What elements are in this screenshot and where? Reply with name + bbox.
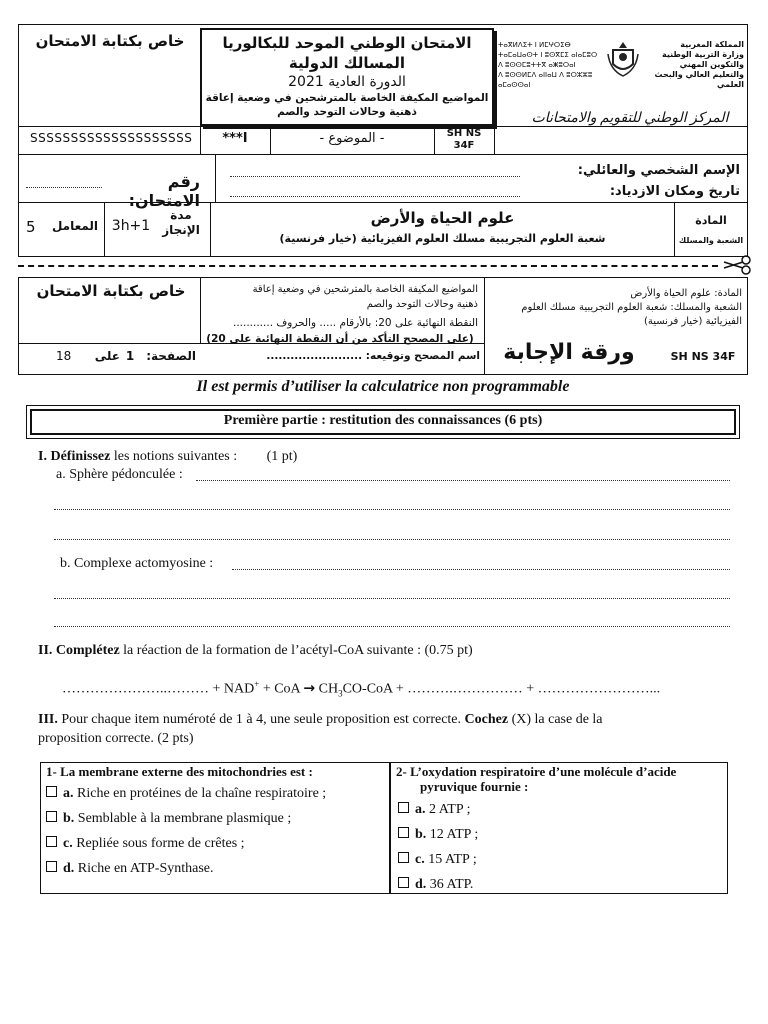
coef-divider bbox=[104, 202, 105, 257]
option-letter: a. bbox=[415, 802, 426, 817]
grade-line: النقطة النهائية على 20: بالأرقام ..... والحروف ............ bbox=[232, 317, 478, 329]
q1-b-answer-line-1[interactable] bbox=[232, 569, 730, 570]
cut-line bbox=[18, 265, 718, 267]
checkbox-icon[interactable] bbox=[46, 811, 57, 822]
subject-row-top bbox=[18, 202, 748, 203]
answer-track-1: الشعبة والمسلك: شعبة العلوم التجريبية مسلك العلوم bbox=[521, 302, 742, 313]
ministry-arabic bbox=[638, 40, 744, 90]
q3-verb: Cochez bbox=[464, 712, 509, 727]
exam-tracks: المسالك الدولية bbox=[288, 54, 406, 72]
option-text: Riche en protéines de la chaîne respiratoire ; bbox=[77, 786, 327, 801]
exam-title: الامتحان الوطني الموحد للبكالوريا bbox=[222, 34, 472, 52]
checkbox-icon[interactable] bbox=[398, 827, 409, 838]
option-text: 15 ATP ; bbox=[428, 852, 477, 867]
reserved-label: خاص بكتابة الامتحان bbox=[35, 32, 185, 50]
q3-line-2: proposition correcte. (2 pts) bbox=[38, 731, 194, 746]
stars-code: ***I bbox=[222, 131, 248, 146]
page-of: على bbox=[94, 349, 120, 363]
tifinagh-line-2: ⵜⴰⵎⴰⵡⴰⵙⵜ ⵏ ⵓⵙⴳⵎⵉ ⴰⵏⴰⵎⵓⵔ bbox=[498, 51, 598, 59]
session: الدورة العادية 2021 bbox=[288, 74, 406, 90]
code-box bbox=[434, 128, 494, 152]
option-letter: c. bbox=[63, 836, 73, 851]
mcq-divider bbox=[389, 762, 391, 894]
birth-label: تاريخ ومكان الازدياد: bbox=[609, 184, 740, 199]
coef-label: المعامل bbox=[51, 219, 99, 233]
eq-blank-3[interactable]: ……………………... bbox=[537, 681, 661, 697]
option-letter: b. bbox=[63, 811, 75, 826]
q1-a-answer-line-2[interactable] bbox=[54, 509, 730, 510]
scissors-icon bbox=[722, 255, 752, 275]
option-letter: a. bbox=[63, 786, 74, 801]
q1-b-answer-line-2[interactable] bbox=[54, 598, 730, 599]
item-2-option-d[interactable] bbox=[398, 876, 718, 893]
option-text: 2 ATP ; bbox=[429, 802, 471, 817]
item-1-option-b[interactable] bbox=[46, 810, 386, 827]
eq-product-rest: CO-CoA + bbox=[342, 681, 404, 697]
duration-divider bbox=[210, 202, 211, 257]
q2-number: II. bbox=[38, 643, 53, 658]
coef-value: 5 bbox=[26, 218, 36, 236]
duration-label-2: الإنجاز bbox=[162, 223, 200, 237]
q1-a-answer-line-1[interactable] bbox=[196, 480, 730, 481]
answer-track-2: الفيزيائية (خيار فرنسية) bbox=[643, 316, 742, 327]
serial-divider-4 bbox=[494, 126, 495, 154]
serial-row-bottom bbox=[18, 154, 748, 155]
ministry-line-1: المملكة المغربية bbox=[680, 40, 744, 49]
checkbox-icon[interactable] bbox=[398, 852, 409, 863]
option-text: 36 ATP. bbox=[429, 877, 474, 892]
q1-b-answer-line-3[interactable] bbox=[54, 626, 730, 627]
exam-number-blank bbox=[26, 187, 102, 188]
matter-divider bbox=[674, 202, 675, 257]
calc-note: Il est permis d’utiliser la calculatrice non programmable bbox=[196, 378, 570, 395]
answer-code: SH NS 34F bbox=[670, 350, 736, 363]
item-2-title-line-1: 2- L’oxydation respiratoire d’une molécule d’acide bbox=[396, 764, 677, 779]
answer-reserved-label: خاص بكتابة الامتحان bbox=[36, 282, 186, 300]
ministry-tifinagh bbox=[498, 40, 608, 90]
eq-blank-2[interactable]: ……….…………… bbox=[407, 681, 523, 697]
code-line-1: SH NS bbox=[446, 128, 482, 139]
name-blank[interactable] bbox=[230, 176, 520, 177]
adapted-line-2: ذهنية وحالات التوحد والصم bbox=[277, 106, 417, 118]
checkbox-icon[interactable] bbox=[398, 877, 409, 888]
q1-text: les notions suivantes : bbox=[113, 449, 238, 464]
eq-nad: + NAD bbox=[212, 681, 255, 697]
question-2-header bbox=[38, 643, 738, 659]
eq-coa: + CoA bbox=[262, 681, 300, 697]
checkbox-icon[interactable] bbox=[46, 786, 57, 797]
q3-number: III. bbox=[38, 712, 58, 727]
item-2-option-b[interactable] bbox=[398, 826, 718, 843]
serial-code: SSSSSSSSSSSSSSSSSSSS bbox=[30, 131, 193, 145]
page-current: 1 bbox=[125, 349, 135, 363]
eq-product: CH bbox=[318, 681, 339, 697]
option-letter: b. bbox=[415, 827, 427, 842]
item-1-title: 1- La membrane externe des mitochondries est : bbox=[46, 764, 313, 779]
q1-a-label: a. Sphère pédonculée : bbox=[56, 467, 183, 482]
option-letter: d. bbox=[63, 861, 75, 876]
arrow-right-icon: → bbox=[303, 680, 316, 697]
answer-row-line bbox=[18, 343, 484, 344]
tifinagh-line-1: ⵜⴰⴳⵍⴷⵉⵜ ⵏ ⵍⵎⵖⵔⵉⴱ bbox=[498, 41, 571, 49]
ministry-line-2: وزارة التربية الوطنية bbox=[661, 50, 744, 59]
part-title: Première partie : restitution des connaissances (6 pts) bbox=[223, 413, 543, 428]
subject-name: علوم الحياة والأرض bbox=[370, 209, 515, 227]
eq-plus-2: + bbox=[526, 681, 535, 697]
eq-blank-1[interactable]: …………………..……… bbox=[62, 681, 209, 697]
corrector-line: اسم المصحح وتوقيعه: ........................ bbox=[266, 350, 480, 362]
duration-value: 3h+1 bbox=[111, 218, 151, 234]
q1-b-label: b. Complexe actomyosine : bbox=[60, 556, 214, 571]
page-total: 18 bbox=[56, 349, 72, 363]
subject-track: شعبة العلوم التجريبية مسلك العلوم الفيزيائية (خيار فرنسية) bbox=[279, 232, 606, 245]
check-line: (على المصحح التأكد من أن النقطة النهائية على 20) bbox=[206, 333, 474, 345]
tifinagh-line-4: ⴷ ⵓⵙⵙⵍⵎⴷ ⴰⵏⵏⴰⵡ ⴷ ⵓⵔⵣⵣⵓ ⴰⵎⴰⵙⵙⴰⵏ bbox=[498, 71, 593, 89]
page-label: الصفحة: bbox=[146, 349, 196, 363]
adapted-line-1: المواضيع المكيفة الخاصة بالمترشحين في وضعية إعاقة bbox=[205, 92, 489, 104]
duration-label bbox=[158, 208, 204, 238]
option-text: Riche en ATP-Synthase. bbox=[77, 861, 214, 876]
ministry-line-3: والتكوين المهني bbox=[679, 60, 744, 69]
answer-sheet-title: ورقة الإجابة bbox=[503, 340, 635, 365]
checkbox-icon[interactable] bbox=[46, 836, 57, 847]
checkbox-icon[interactable] bbox=[46, 861, 57, 872]
q1-number: I. bbox=[38, 449, 47, 464]
question-3-text bbox=[38, 710, 738, 748]
checkbox-icon[interactable] bbox=[398, 802, 409, 813]
exam-number-label: رقم الامتحان: bbox=[128, 172, 200, 210]
answer-matter: المادة: علوم الحياة والأرض bbox=[630, 288, 742, 299]
q1-a-answer-line-3[interactable] bbox=[54, 539, 730, 540]
item-2-option-a[interactable] bbox=[398, 801, 718, 818]
item-2-option-c[interactable] bbox=[398, 851, 718, 868]
q3-text-b: (X) la case de la bbox=[511, 712, 603, 727]
q3-line-1 bbox=[38, 710, 738, 729]
q1-points: (1 pt) bbox=[266, 449, 298, 464]
track-label: الشعبة والمسلك bbox=[678, 236, 744, 245]
name-label: الإسم الشخصي والعائلي: bbox=[577, 163, 740, 178]
tifinagh-line-3: ⴷ ⵓⵙⵙⵎⵓⵜⵜⴳ ⴰⵥⵓⵔⴰⵏ bbox=[498, 61, 576, 69]
item-2-title-line-2: pyruvique fournie : bbox=[420, 779, 529, 794]
option-letter: c. bbox=[415, 852, 425, 867]
option-text: Repliée sous forme de crêtes ; bbox=[76, 836, 245, 851]
item-1-option-a[interactable] bbox=[46, 785, 386, 802]
duration-label-1: مدة bbox=[170, 208, 192, 222]
coat-of-arms-icon bbox=[606, 40, 640, 78]
birth-blank[interactable] bbox=[230, 196, 520, 197]
name-divider bbox=[215, 154, 216, 202]
ministry-line-4: والتعليم العالي والبحث العلمي bbox=[654, 70, 744, 89]
q1-verb: Définissez bbox=[50, 449, 111, 464]
option-text: Semblable à la membrane plasmique ; bbox=[77, 811, 292, 826]
matter-label: المادة bbox=[695, 214, 727, 227]
item-2-title bbox=[396, 764, 726, 794]
question-1-header bbox=[38, 449, 638, 465]
eq-nad-charge: + bbox=[254, 679, 260, 689]
answer-divider-2 bbox=[484, 277, 485, 375]
q2-equation bbox=[62, 679, 742, 698]
center-name: المركز الوطني للتقويم والامتحانات bbox=[531, 111, 729, 126]
answer-adapted-2: ذهنية وحالات التوحد والصم bbox=[366, 299, 478, 310]
option-text: 12 ATP ; bbox=[429, 827, 479, 842]
subject-label: - الموضوع - bbox=[319, 131, 385, 146]
serial-row-top bbox=[18, 126, 748, 127]
answer-adapted-1: المواضيع المكيفة الخاصة بالمترشحين في وضعية إعاقة bbox=[252, 284, 478, 295]
eq-product-sub: 3 bbox=[338, 688, 343, 699]
code-line-2: 34F bbox=[453, 140, 475, 151]
item-1-option-d[interactable] bbox=[46, 860, 386, 877]
q2-verb: Complétez bbox=[55, 643, 120, 658]
q3-text-a: Pour chaque item numéroté de 1 à 4, une seule proposition est correcte. bbox=[61, 712, 462, 727]
option-letter: d. bbox=[415, 877, 427, 892]
item-1-option-c[interactable] bbox=[46, 835, 386, 852]
q2-text: la réaction de la formation de l’acétyl-CoA suivante : (0.75 pt) bbox=[123, 643, 473, 658]
